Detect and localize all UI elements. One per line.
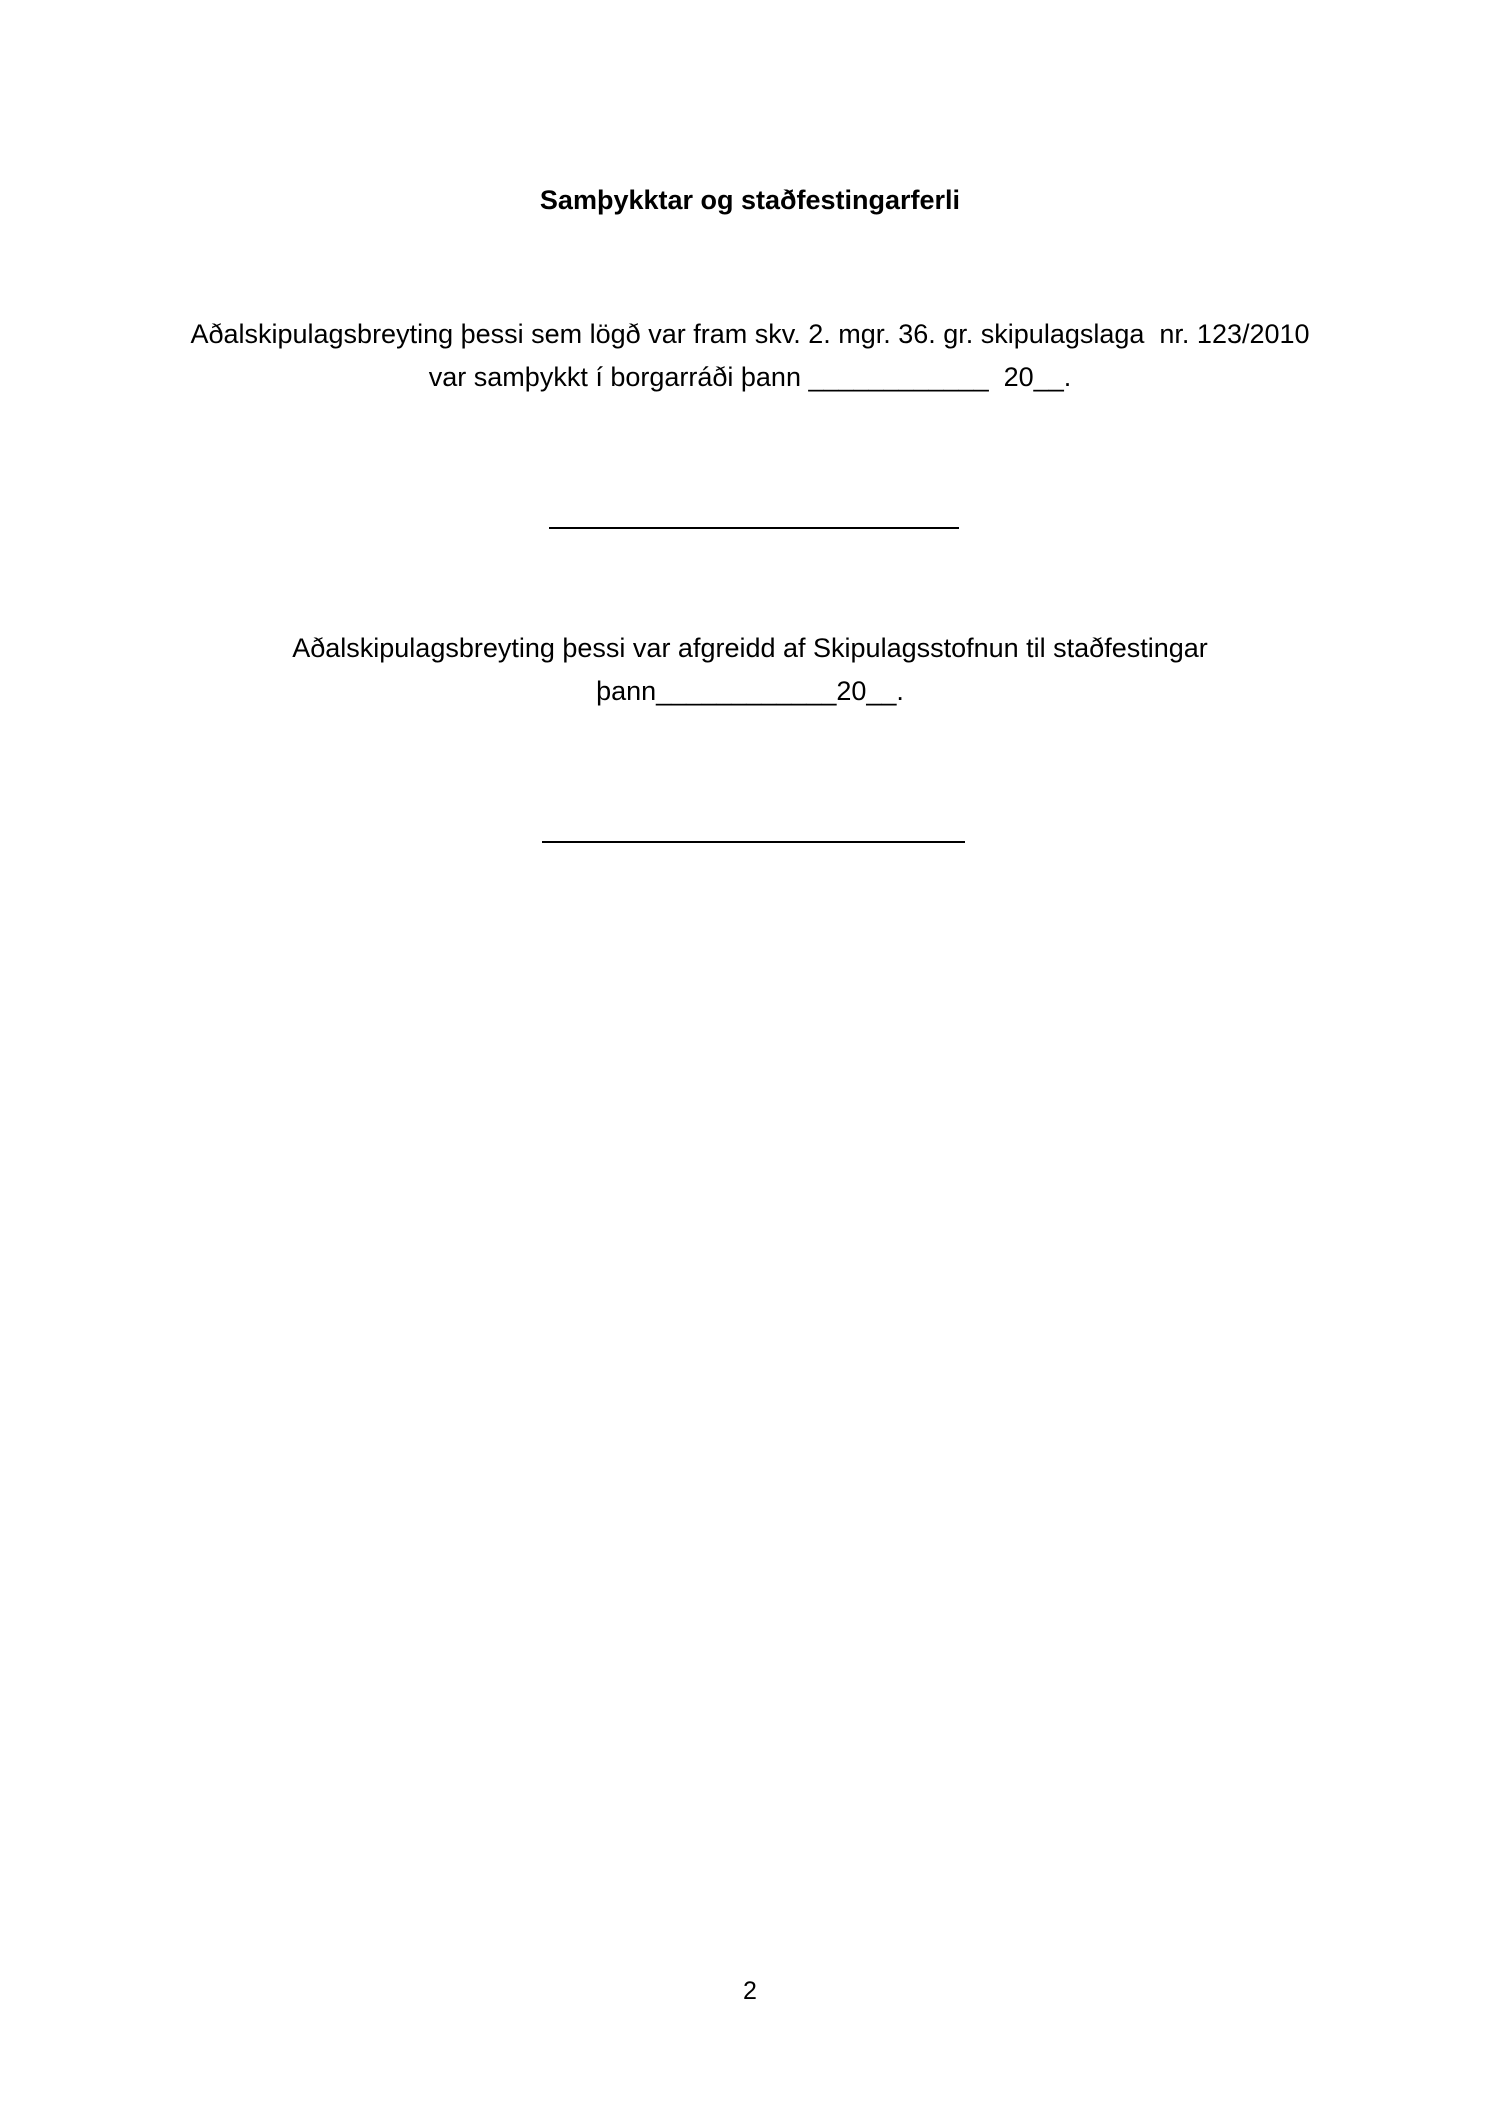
approval-paragraph-line-2: var samþykkt í borgarráði þann ____________ 20__. xyxy=(428,362,1072,392)
signature-line-borgarrad xyxy=(549,527,959,529)
confirmation-paragraph-line-2: þann____________20__. xyxy=(596,676,904,706)
confirmation-paragraph xyxy=(0,627,1500,713)
page-title: Samþykktar og staðfestingarferli xyxy=(539,185,961,215)
page-number: 2 xyxy=(743,1977,757,2005)
signature-line-skipulagsstofnun xyxy=(542,841,965,843)
approval-paragraph-line-1: Aðalskipulagsbreyting þessi sem lögð var fram skv. 2. mgr. 36. gr. skipulagslaga nr. 123/2010 xyxy=(190,319,1310,349)
approval-paragraph xyxy=(0,313,1500,399)
confirmation-paragraph-line-1: Aðalskipulagsbreyting þessi var afgreidd af Skipulagsstofnun til staðfestingar xyxy=(292,633,1208,663)
